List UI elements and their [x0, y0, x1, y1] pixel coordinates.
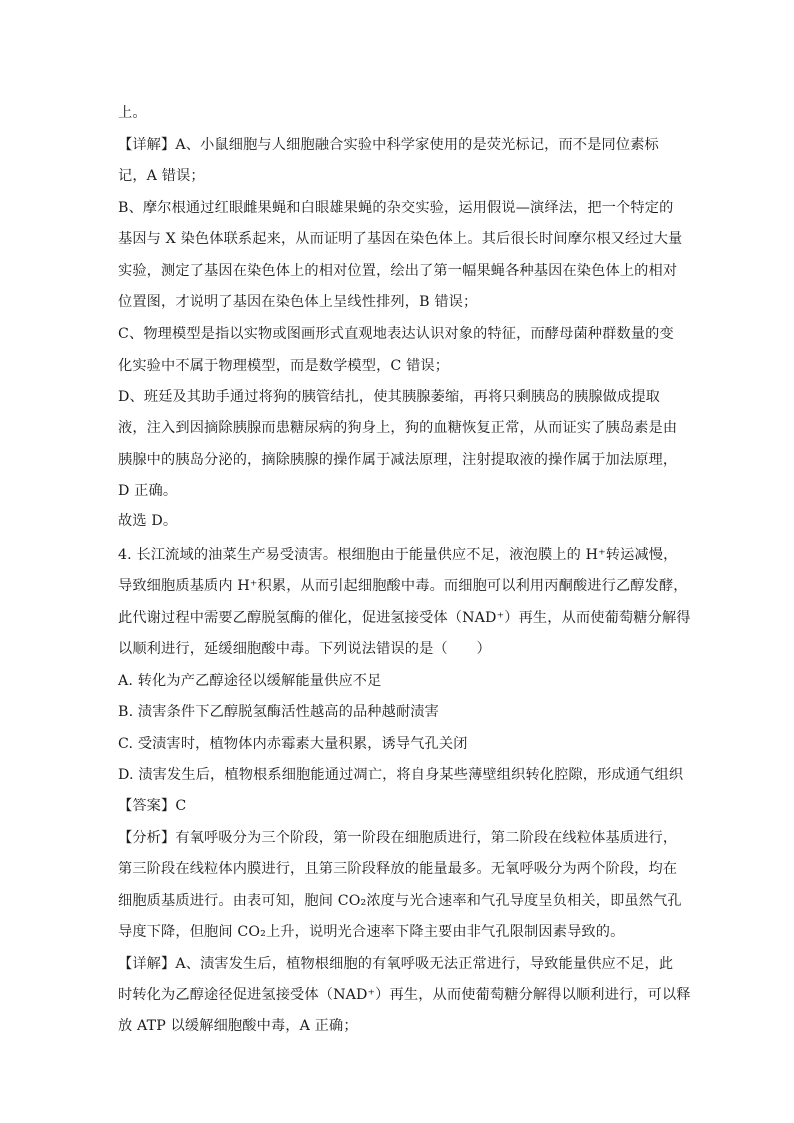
question-stem: 此代谢过程中需要乙醇脱氢酶的催化，促进氢接受体（NAD⁺）再生，从而使葡萄糖分解得 — [118, 610, 691, 626]
analysis-line: 导度下降，但胞间 CO₂上升，说明光合速率下降主要由非气孔限制因素导致的。 — [118, 924, 625, 940]
analysis-line: 细胞质基质进行。由表可知，胞间 CO₂浓度与光合速率和气孔导度呈负相关，即虽然气孔 — [118, 893, 682, 909]
option-c: C. 受渍害时，植物体内赤霉素大量积累，诱导气孔关闭 — [118, 736, 468, 752]
question-stem: 4. 长江流域的油菜生产易受渍害。根细胞由于能量供应不足，液泡膜上的 H⁺转运减慢， — [118, 547, 678, 563]
text-line: 记，A 错误； — [118, 168, 205, 184]
text-line: 位置图，才说明了基因在染色体上呈线性排列，B 错误； — [118, 294, 478, 310]
text-line: 实验，测定了基因在染色体上的相对位置，绘出了第一幅果蝇各种基因在染色体上的相对 — [118, 263, 678, 279]
explanation-line: 【详解】A、渍害发生后，植物根细胞的有氧呼吸无法正常进行，导致能量供应不足，此 — [118, 956, 674, 972]
question-stem: 以顺利进行，延缓细胞酸中毒。下列说法错误的是（ ） — [118, 641, 491, 657]
text-line: B、摩尔根通过红眼雌果蝇和白眼雄果蝇的杂交实验，运用假说—演绎法，把一个特定的 — [118, 200, 674, 216]
question-stem: 导致细胞质基质内 H⁺积累，从而引起细胞酸中毒。而细胞可以利用丙酮酸进行乙醇发酵， — [118, 578, 688, 594]
explanation-line: 放 ATP 以缓解细胞酸中毒，A 正确； — [118, 1018, 358, 1034]
text-line: 化实验中不属于物理模型，而是数学模型，C 错误； — [118, 358, 450, 374]
answer-line: 【答案】C — [118, 798, 187, 814]
option-a: A. 转化为产乙醇途径以缓解能量供应不足 — [118, 673, 382, 689]
text-line: C、物理模型是指以实物或图画形式直观地表达认识对象的特征，而酵母菌种群数量的变 — [118, 326, 674, 342]
analysis-line: 第三阶段在线粒体内膜进行，且第三阶段释放的能量最多。无氧呼吸分为两个阶段，均在 — [118, 861, 678, 877]
text-line: 【详解】A、小鼠细胞与人细胞融合实验中科学家使用的是荧光标记，而不是同位素标 — [118, 137, 659, 153]
text-line: D、班廷及其助手通过将狗的胰管结扎，使其胰腺萎缩，再将只剩胰岛的胰腺做成提取 — [118, 389, 661, 405]
option-b: B. 渍害条件下乙醇脱氢酶活性越高的品种越耐渍害 — [118, 704, 439, 720]
text-line: 胰腺中的胰岛分泌的，摘除胰腺的操作属于减法原理，注射提取液的操作属于加法原理， — [118, 452, 678, 468]
analysis-line: 【分析】有氧呼吸分为三个阶段，第一阶段在细胞质进行，第二阶段在线粒体基质进行， — [118, 830, 678, 846]
text-line: D 正确。 — [118, 483, 178, 499]
option-d: D. 渍害发生后，植物根系细胞能通过凋亡，将自身某些薄壁组织转化腔隙，形成通气组织 — [118, 767, 684, 783]
text-line: 上。 — [118, 105, 147, 121]
text-line: 基因与 X 染色体联系起来，从而证明了基因在染色体上。其后很长时间摩尔根又经过大量 — [118, 231, 683, 247]
text-line: 故选 D。 — [118, 513, 178, 529]
text-line: 液，注入到因摘除胰腺而患糖尿病的狗身上，狗的血糖恢复正常，从而证实了胰岛素是由 — [118, 420, 678, 436]
explanation-line: 时转化为乙醇途径促进氢接受体（NAD⁺）再生，从而使葡萄糖分解得以顺利进行，可以释 — [118, 987, 691, 1003]
